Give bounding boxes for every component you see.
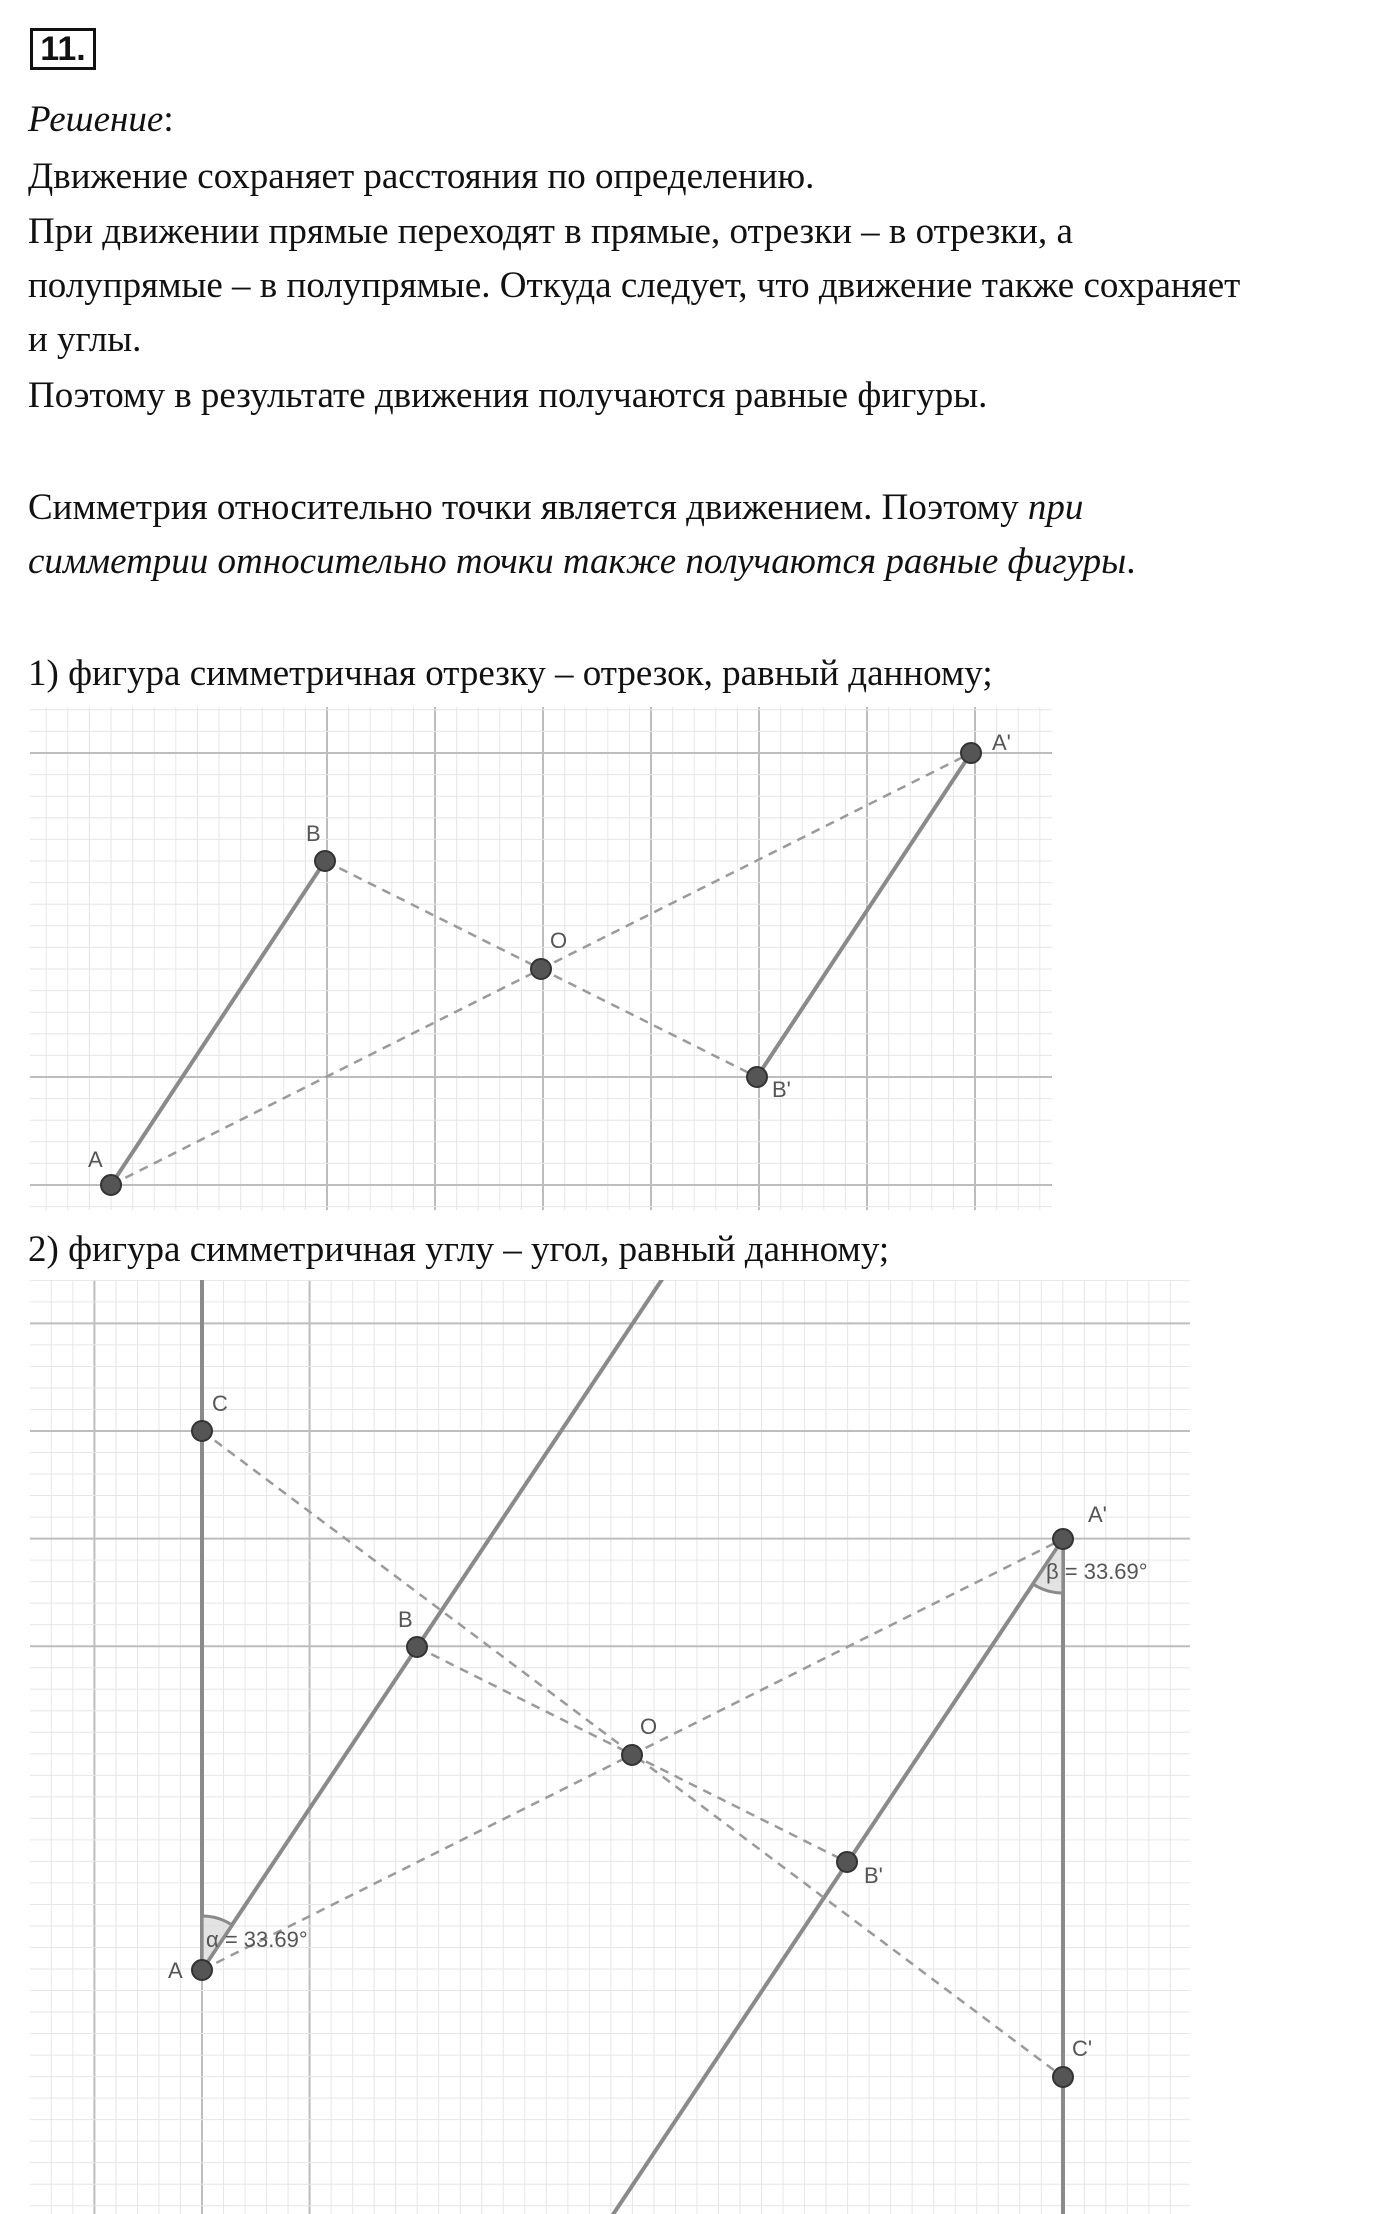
label-B: B: [306, 821, 321, 846]
ray-A1B1: [612, 1539, 1063, 2214]
point-B1: [747, 1067, 767, 1087]
point-A: [101, 1175, 121, 1195]
solution-colon: :: [163, 99, 174, 140]
point-A1: [1053, 1529, 1073, 1549]
paragraph2-end: .: [1126, 541, 1136, 582]
label-B1: B': [864, 1863, 883, 1888]
label-C1: C': [1072, 2036, 1093, 2061]
point-O: [531, 959, 551, 979]
solution-heading: [28, 98, 174, 142]
point-B: [315, 851, 335, 871]
solution-label: Решение: [28, 99, 164, 140]
paragraph1-line4: и углы.: [28, 319, 142, 360]
paragraph2-italic-start: при: [1027, 487, 1084, 528]
figure2-angle-symmetry: [0, 1280, 1200, 2214]
item2-text: 2) фигура симметричная углу – угол, равный данному;: [28, 1229, 890, 1270]
paragraph1-line1: Движение сохраняет расстояния по определению.: [28, 156, 815, 197]
label-beta: β = 33.69°: [1046, 1559, 1148, 1584]
paragraph2-plain: Симметрия относительно точки является движением. Поэтому: [28, 487, 1028, 528]
label-A: A: [88, 1147, 103, 1172]
figure1-drawing: [88, 730, 1011, 1195]
label-alpha: α = 33.69°: [206, 1927, 308, 1952]
segment-A1B1: [757, 753, 971, 1077]
label-B: B: [398, 1607, 413, 1632]
label-A1: A': [1088, 1502, 1107, 1527]
point-C: [192, 1421, 212, 1441]
point-O: [622, 1745, 642, 1765]
segment-AB: [111, 861, 325, 1185]
label-O: O: [550, 928, 568, 953]
point-C1: [1053, 2067, 1073, 2087]
label-O: O: [640, 1714, 658, 1739]
paragraph1-line5: Поэтому в результате движения получаются равные фигуры.: [28, 375, 988, 416]
label-C: C: [212, 1391, 228, 1416]
paragraph2-italic: симметрии относительно точки также получаются равные фигуры: [28, 541, 1127, 582]
item1-text: 1) фигура симметричная отрезку – отрезок, равный данному;: [28, 653, 993, 694]
point-B: [407, 1637, 427, 1657]
paragraph1-line3: полупрямые – в полупрямые. Откуда следует, что движение также сохраняет: [28, 265, 1241, 306]
label-A: A: [168, 1958, 183, 1983]
label-A1: A': [992, 730, 1011, 755]
paragraph2-line2: [28, 540, 1135, 584]
paragraph2-line1: [28, 486, 1083, 530]
point-B1: [837, 1852, 857, 1872]
figure1-segment-symmetry: [0, 705, 1060, 1215]
task-number: 11.: [30, 28, 96, 70]
paragraph1-line2: При движении прямые переходят в прямые, отрезки – в отрезки, а: [28, 211, 1073, 252]
point-A1: [961, 743, 981, 763]
figure2-drawing: [168, 1280, 1148, 2214]
point-A: [192, 1960, 212, 1980]
label-B1: B': [772, 1077, 791, 1102]
